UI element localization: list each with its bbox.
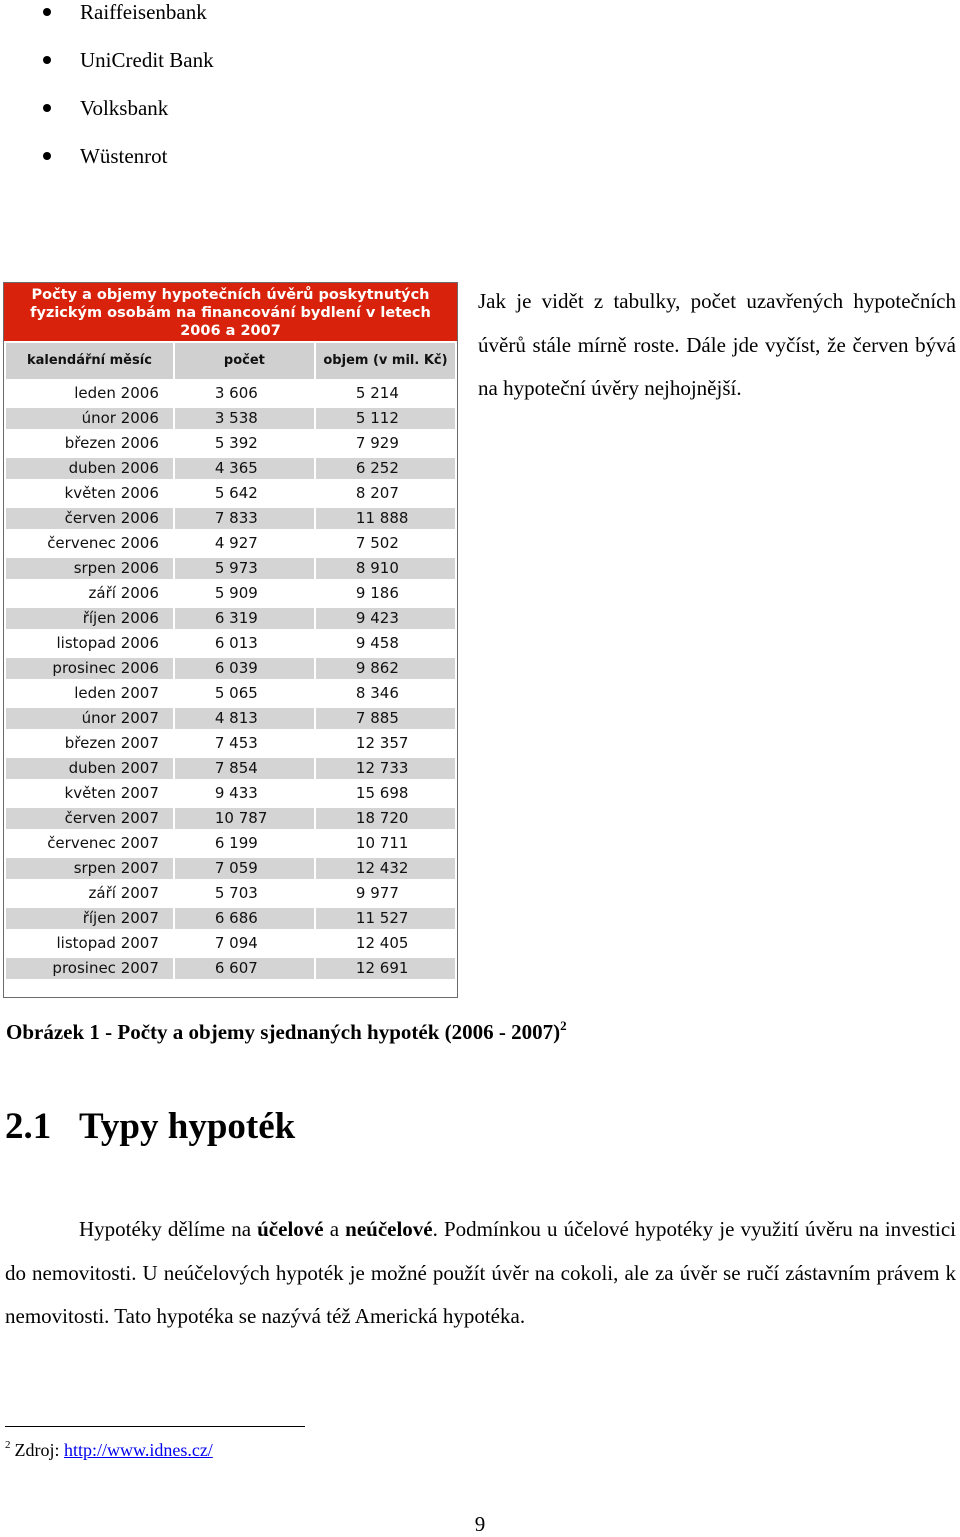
cell-count: 6 607 xyxy=(175,958,314,979)
header-volume: objem (v mil. Kč) xyxy=(316,343,455,379)
cell-month: červenec 2007 xyxy=(6,833,173,854)
table-row xyxy=(6,708,455,729)
cell-count: 6 039 xyxy=(175,658,314,679)
cell-volume: 5 112 xyxy=(316,408,455,429)
table-row xyxy=(6,658,455,679)
cell-month: duben 2007 xyxy=(6,758,173,779)
cell-month: červenec 2006 xyxy=(6,533,173,554)
footnote-ref: 2 xyxy=(560,1018,567,1033)
cell-month: říjen 2006 xyxy=(6,608,173,629)
table-row xyxy=(6,858,455,879)
mortgage-table-figure xyxy=(3,282,458,998)
list-item: Raiffeisenbank xyxy=(0,0,400,48)
cell-month: říjen 2007 xyxy=(6,908,173,929)
cell-count: 7 833 xyxy=(175,508,314,529)
header-count: počet xyxy=(175,343,314,379)
cell-volume: 8 346 xyxy=(316,683,455,704)
cell-volume: 18 720 xyxy=(316,808,455,829)
cell-month: červen 2006 xyxy=(6,508,173,529)
table-row xyxy=(6,733,455,754)
bullet-icon xyxy=(43,56,51,64)
cell-count: 5 909 xyxy=(175,583,314,604)
figure-caption: Obrázek 1 - Počty a objemy sjednaných hypoték (2006 - 2007)$^2$ xyxy=(6,1018,567,1044)
section-heading xyxy=(5,1105,295,1148)
cell-count: 7 453 xyxy=(175,733,314,754)
cell-month: leden 2006 xyxy=(6,383,173,404)
cell-month: duben 2006 xyxy=(6,458,173,479)
term-purpose: účelové xyxy=(257,1217,324,1241)
cell-volume: 11 888 xyxy=(316,508,455,529)
cell-volume: 9 186 xyxy=(316,583,455,604)
cell-month: květen 2006 xyxy=(6,483,173,504)
cell-count: 3 606 xyxy=(175,383,314,404)
cell-month: prosinec 2007 xyxy=(6,958,173,979)
cell-volume: 6 252 xyxy=(316,458,455,479)
footnote-number: 2 xyxy=(5,1439,11,1451)
cell-count: 4 927 xyxy=(175,533,314,554)
table-row xyxy=(6,883,455,904)
table-row xyxy=(6,783,455,804)
table-row xyxy=(6,958,455,979)
table-row xyxy=(6,808,455,829)
bullet-icon xyxy=(43,8,51,16)
table-body xyxy=(6,383,455,979)
table-row xyxy=(6,558,455,579)
cell-volume: 8 910 xyxy=(316,558,455,579)
cell-month: listopad 2007 xyxy=(6,933,173,954)
section-title: Typy hypoték xyxy=(79,1106,296,1147)
cell-volume: 9 977 xyxy=(316,883,455,904)
cell-count: 5 392 xyxy=(175,433,314,454)
table-row xyxy=(6,383,455,404)
cell-volume: 12 357 xyxy=(316,733,455,754)
bank-list xyxy=(0,0,400,192)
cell-volume: 5 214 xyxy=(316,383,455,404)
cell-count: 6 199 xyxy=(175,833,314,854)
cell-month: prosinec 2006 xyxy=(6,658,173,679)
cell-month: leden 2007 xyxy=(6,683,173,704)
table-row xyxy=(6,683,455,704)
table-row xyxy=(6,433,455,454)
cell-count: 5 703 xyxy=(175,883,314,904)
cell-volume: 9 423 xyxy=(316,608,455,629)
cell-month: listopad 2006 xyxy=(6,633,173,654)
table-commentary: Jak je vidět z tabulky, počet uzavřených hypotečních úvěrů stále mírně roste. Dále jde vyčíst, že červen bývá na hypoteční úvěry nejhojnější. xyxy=(478,289,956,400)
cell-month: srpen 2006 xyxy=(6,558,173,579)
table-row xyxy=(6,533,455,554)
cell-volume: 12 405 xyxy=(316,933,455,954)
table-row xyxy=(6,933,455,954)
body-paragraph: Hypotéky dělíme na účelové a neúčelové. Podmínkou u účelové hypotéky je využití úvěru na investici do nemovitosti. U neúčelových hypoték je možné použít úvěr na cokoli, ale za úvěr se ručí zástavním právem k nemovitosti. Tato hypotéka se nazývá též Americká hypotéka. xyxy=(5,1217,956,1328)
cell-month: únor 2007 xyxy=(6,708,173,729)
cell-count: 3 538 xyxy=(175,408,314,429)
cell-count: 5 065 xyxy=(175,683,314,704)
cell-volume: 15 698 xyxy=(316,783,455,804)
table-row xyxy=(6,483,455,504)
cell-month: září 2006 xyxy=(6,583,173,604)
cell-count: 4 365 xyxy=(175,458,314,479)
bullet-icon xyxy=(43,152,51,160)
table-row xyxy=(6,758,455,779)
table-row xyxy=(6,908,455,929)
cell-count: 9 433 xyxy=(175,783,314,804)
cell-month: březen 2006 xyxy=(6,433,173,454)
cell-volume: 9 458 xyxy=(316,633,455,654)
cell-volume: 8 207 xyxy=(316,483,455,504)
cell-month: únor 2006 xyxy=(6,408,173,429)
table-row xyxy=(6,833,455,854)
cell-month: březen 2007 xyxy=(6,733,173,754)
mortgage-table xyxy=(4,339,457,983)
list-item: Volksbank xyxy=(0,96,400,144)
cell-count: 7 059 xyxy=(175,858,314,879)
list-item: Wüstenrot xyxy=(0,144,400,192)
table-row xyxy=(6,458,455,479)
cell-count: 6 686 xyxy=(175,908,314,929)
table-row xyxy=(6,608,455,629)
page-number: 9 xyxy=(474,1512,486,1536)
cell-volume: 12 432 xyxy=(316,858,455,879)
footnote-divider xyxy=(5,1426,305,1427)
cell-count: 6 013 xyxy=(175,633,314,654)
cell-volume: 12 733 xyxy=(316,758,455,779)
cell-month: červen 2007 xyxy=(6,808,173,829)
cell-volume: 7 929 xyxy=(316,433,455,454)
section-number: 2.1 xyxy=(5,1106,52,1147)
cell-volume: 9 862 xyxy=(316,658,455,679)
cell-count: 4 813 xyxy=(175,708,314,729)
cell-volume: 12 691 xyxy=(316,958,455,979)
footnote: $^2$ Zdroj: http://www.idnes.cz/ xyxy=(5,1439,213,1460)
list-item: UniCredit Bank xyxy=(0,48,400,96)
cell-count: 5 973 xyxy=(175,558,314,579)
table-title: Počty a objemy hypotečních úvěrů poskytnutých fyzickým osobám na financování bydlení v letech 2006 a 2007 xyxy=(4,283,457,341)
cell-month: srpen 2007 xyxy=(6,858,173,879)
cell-volume: 10 711 xyxy=(316,833,455,854)
term-non-purpose: neúčelové xyxy=(345,1217,433,1241)
cell-count: 7 094 xyxy=(175,933,314,954)
bullet-icon xyxy=(43,104,51,112)
cell-volume: 7 885 xyxy=(316,708,455,729)
table-header-row xyxy=(6,343,455,379)
source-link[interactable]: http://www.idnes.cz/ xyxy=(64,1440,213,1460)
table-row xyxy=(6,583,455,604)
cell-count: 10 787 xyxy=(175,808,314,829)
cell-month: září 2007 xyxy=(6,883,173,904)
cell-volume: 7 502 xyxy=(316,533,455,554)
cell-count: 6 319 xyxy=(175,608,314,629)
cell-count: 5 642 xyxy=(175,483,314,504)
table-row xyxy=(6,408,455,429)
table-row xyxy=(6,633,455,654)
cell-volume: 11 527 xyxy=(316,908,455,929)
cell-count: 7 854 xyxy=(175,758,314,779)
cell-month: květen 2007 xyxy=(6,783,173,804)
header-month: kalendářní měsíc xyxy=(6,343,173,379)
table-row xyxy=(6,508,455,529)
